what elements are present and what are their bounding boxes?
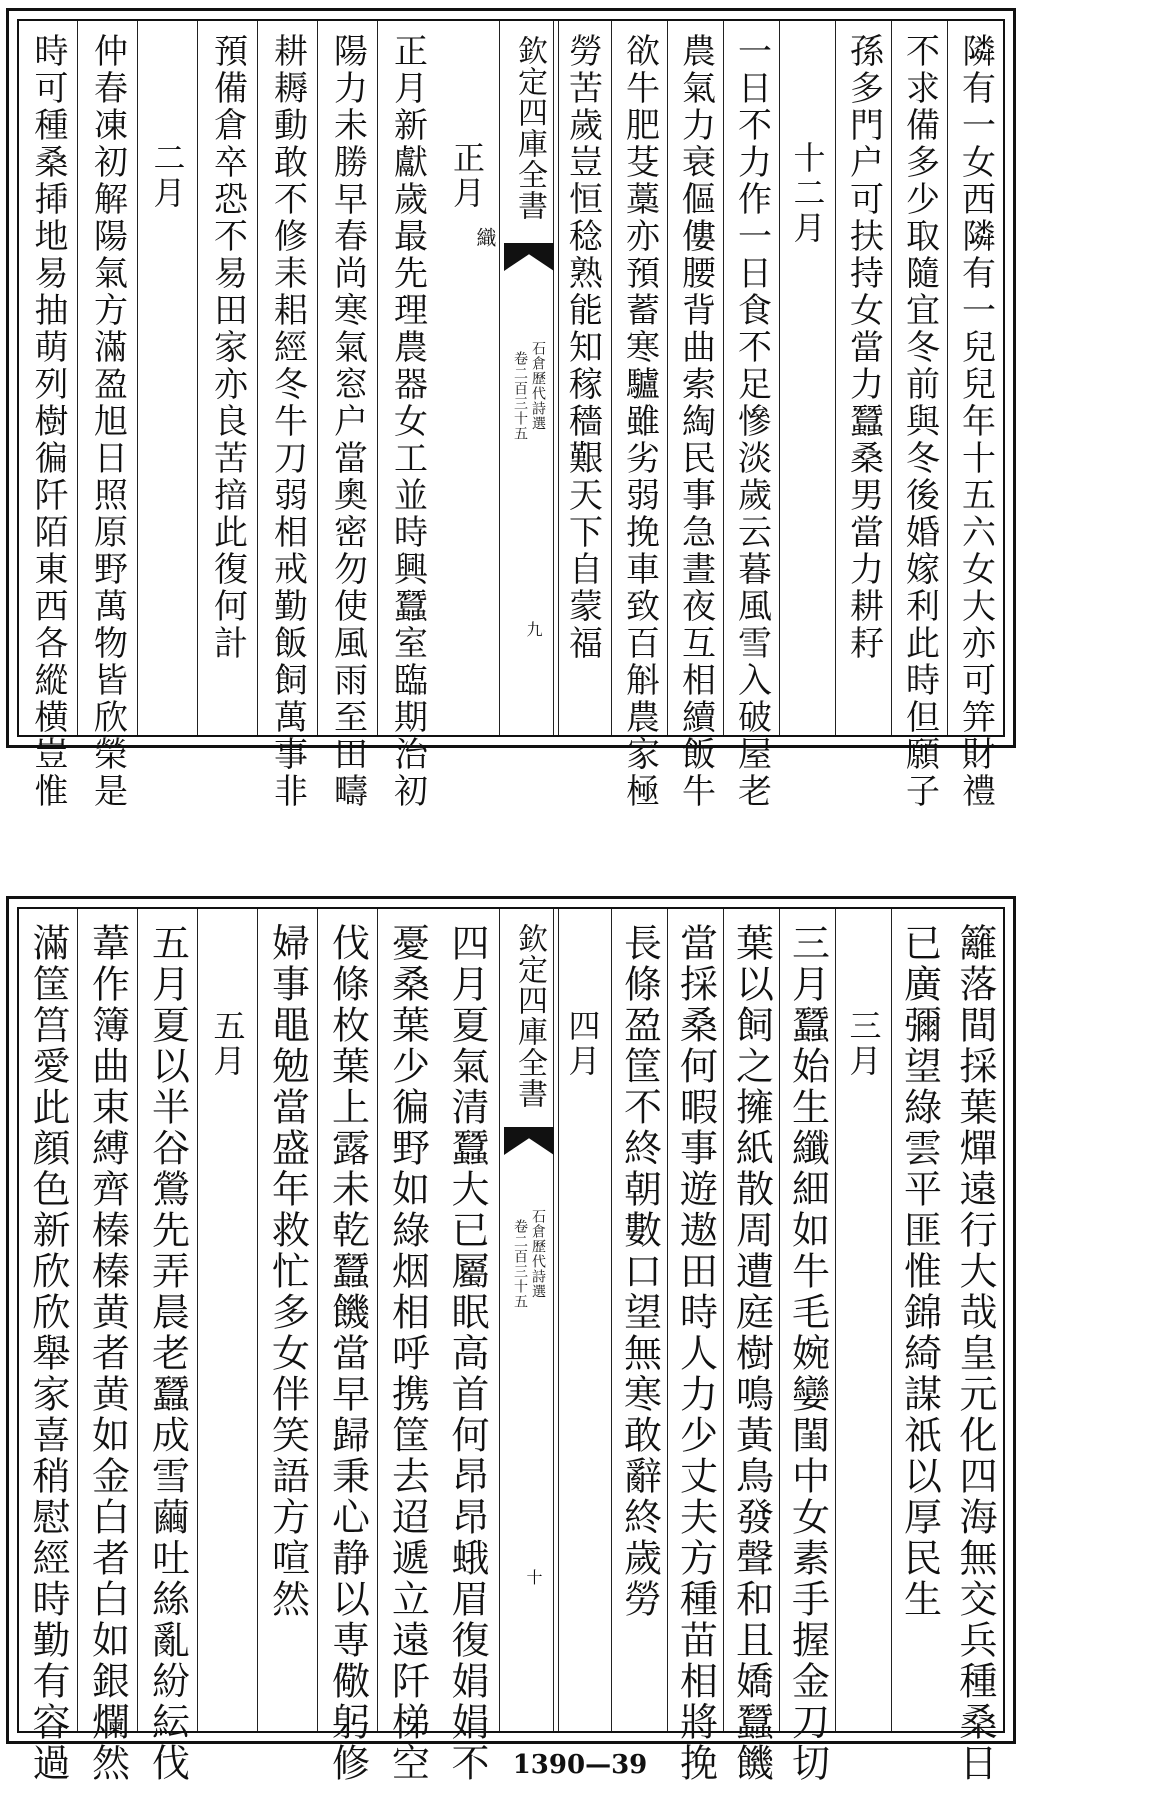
month-heading: 四月 <box>553 909 611 1731</box>
text-column: 預備倉卒恐不易田家亦良苦揞此復何計 <box>197 21 257 735</box>
month-heading: 正月 <box>448 141 486 211</box>
text-column: 隣有一女西隣有一兒兒年十五六女大亦可笄財禮 <box>947 21 1003 735</box>
text-column: 四月夏氣清蠶大已屬眠高首何昂昂蛾眉復娟娟不 <box>445 923 489 1784</box>
text-column: 一日不力作一日食不足慘淡歲云暮風雪入破屋老 <box>723 21 779 735</box>
text-column: 正月新獻歲最先理農器女工並時興蠶室臨期治初 <box>377 21 437 735</box>
text-column: 長條盈筐不終朝數口望無寒敢辭終歲勞 <box>611 909 667 1731</box>
top-spine <box>499 21 559 735</box>
top-page-frame <box>17 19 1005 810</box>
top-page <box>6 8 1016 810</box>
text-column: 陽力未勝早春尚寒氣窓户當奧密勿使風雨至田疇 <box>317 21 377 735</box>
text-column: 五月夏以半谷鶯先弄晨老蠶成雪繭吐絲亂紛紜伐 <box>137 909 197 1731</box>
spine-folio: 十 <box>524 1569 543 1585</box>
text-column: 欲牛肥芟藁亦預蓄寒驢雖劣弱挽車致百斛農家極 <box>611 21 667 735</box>
weave-label: 織 <box>473 227 497 247</box>
top-right-half <box>553 21 1003 810</box>
spine-collection: 石倉歷代詩選 <box>530 1209 546 1299</box>
spine-folio: 九 <box>524 621 543 637</box>
text-column: 仲春凍初解陽氣方滿盈旭日照原野萬物皆欣榮是 <box>77 21 137 735</box>
fish-tail-mark <box>504 1127 554 1155</box>
text-column: 滿筐筥愛此顔色新欣欣舉家喜稍慰經時勤有容過 <box>26 923 70 1784</box>
spine-volume: 卷二百三十五 <box>512 351 528 441</box>
text-column: 孫多門户可扶持女當力蠶桑男當力耕耔 <box>835 21 891 735</box>
month-heading: 十二月 <box>779 21 835 735</box>
text-column: 勞苦歲豈恒稔熟能知稼穡艱天下自蒙福 <box>553 21 611 735</box>
spine-title: 欽定四庫全書 <box>512 923 547 1109</box>
text-column: 葉以飼之擁紙散周遭庭樹鳴黃鳥發聲和且嬌蠶饑 <box>723 909 779 1731</box>
text-column: 伐條枚葉上露未乾蠶饑當早歸秉心静以専儆躬修 <box>317 909 377 1731</box>
top-left-half <box>19 21 497 810</box>
text-column: 耕耨動敢不修耒耜經冬牛刀弱相戒勤飯飼萬事非 <box>257 21 317 735</box>
text-column: 婦事黽勉當盛年救忙多女伴笑語方喧然 <box>257 909 317 1731</box>
month-heading: 五月 <box>197 909 257 1731</box>
text-column: 葦作簿曲束縛齊榛榛黄者黄如金白者白如銀爛然 <box>77 909 137 1731</box>
spine-volume: 卷二百三十五 <box>512 1219 528 1309</box>
spine-title: 欽定四庫全書 <box>512 35 547 221</box>
fish-tail-mark <box>504 243 554 271</box>
spine-collection: 石倉歷代詩選 <box>530 341 546 431</box>
bottom-left-half <box>19 909 497 1784</box>
text-column: 農氣力衰傴僂腰背曲索綯民事急晝夜互相續飯牛 <box>667 21 723 735</box>
page-number: 1390—39 <box>512 1750 648 1780</box>
text-column: 當採桑何暇事遊遨田時人力少丈夫方種苗相將挽 <box>667 909 723 1731</box>
text-column: 籬落間採葉燀遠行大哉皇元化四海無交兵種桑日 <box>953 923 997 1784</box>
text-column: 三月蠶始生纖細如牛毛婉孌閨中女素手握金刀切 <box>779 909 835 1731</box>
text-column: 時可種桑揷地易抽萌列樹徧阡陌東西各縱横豈惟 <box>28 33 68 810</box>
month-heading: 二月 <box>137 21 197 735</box>
text-column: 已廣彌望綠雲平匪惟錦綺謀祇以厚民生 <box>891 909 947 1731</box>
month-heading: 三月 <box>835 909 891 1731</box>
bottom-spine <box>499 909 559 1731</box>
text-column: 不求備多少取隨宜冬前與冬後婚嫁利此時但願子 <box>891 21 947 735</box>
text-column: 憂桑葉少徧野如綠烟相呼携筐去迢遞立遠阡梯空 <box>377 909 437 1731</box>
